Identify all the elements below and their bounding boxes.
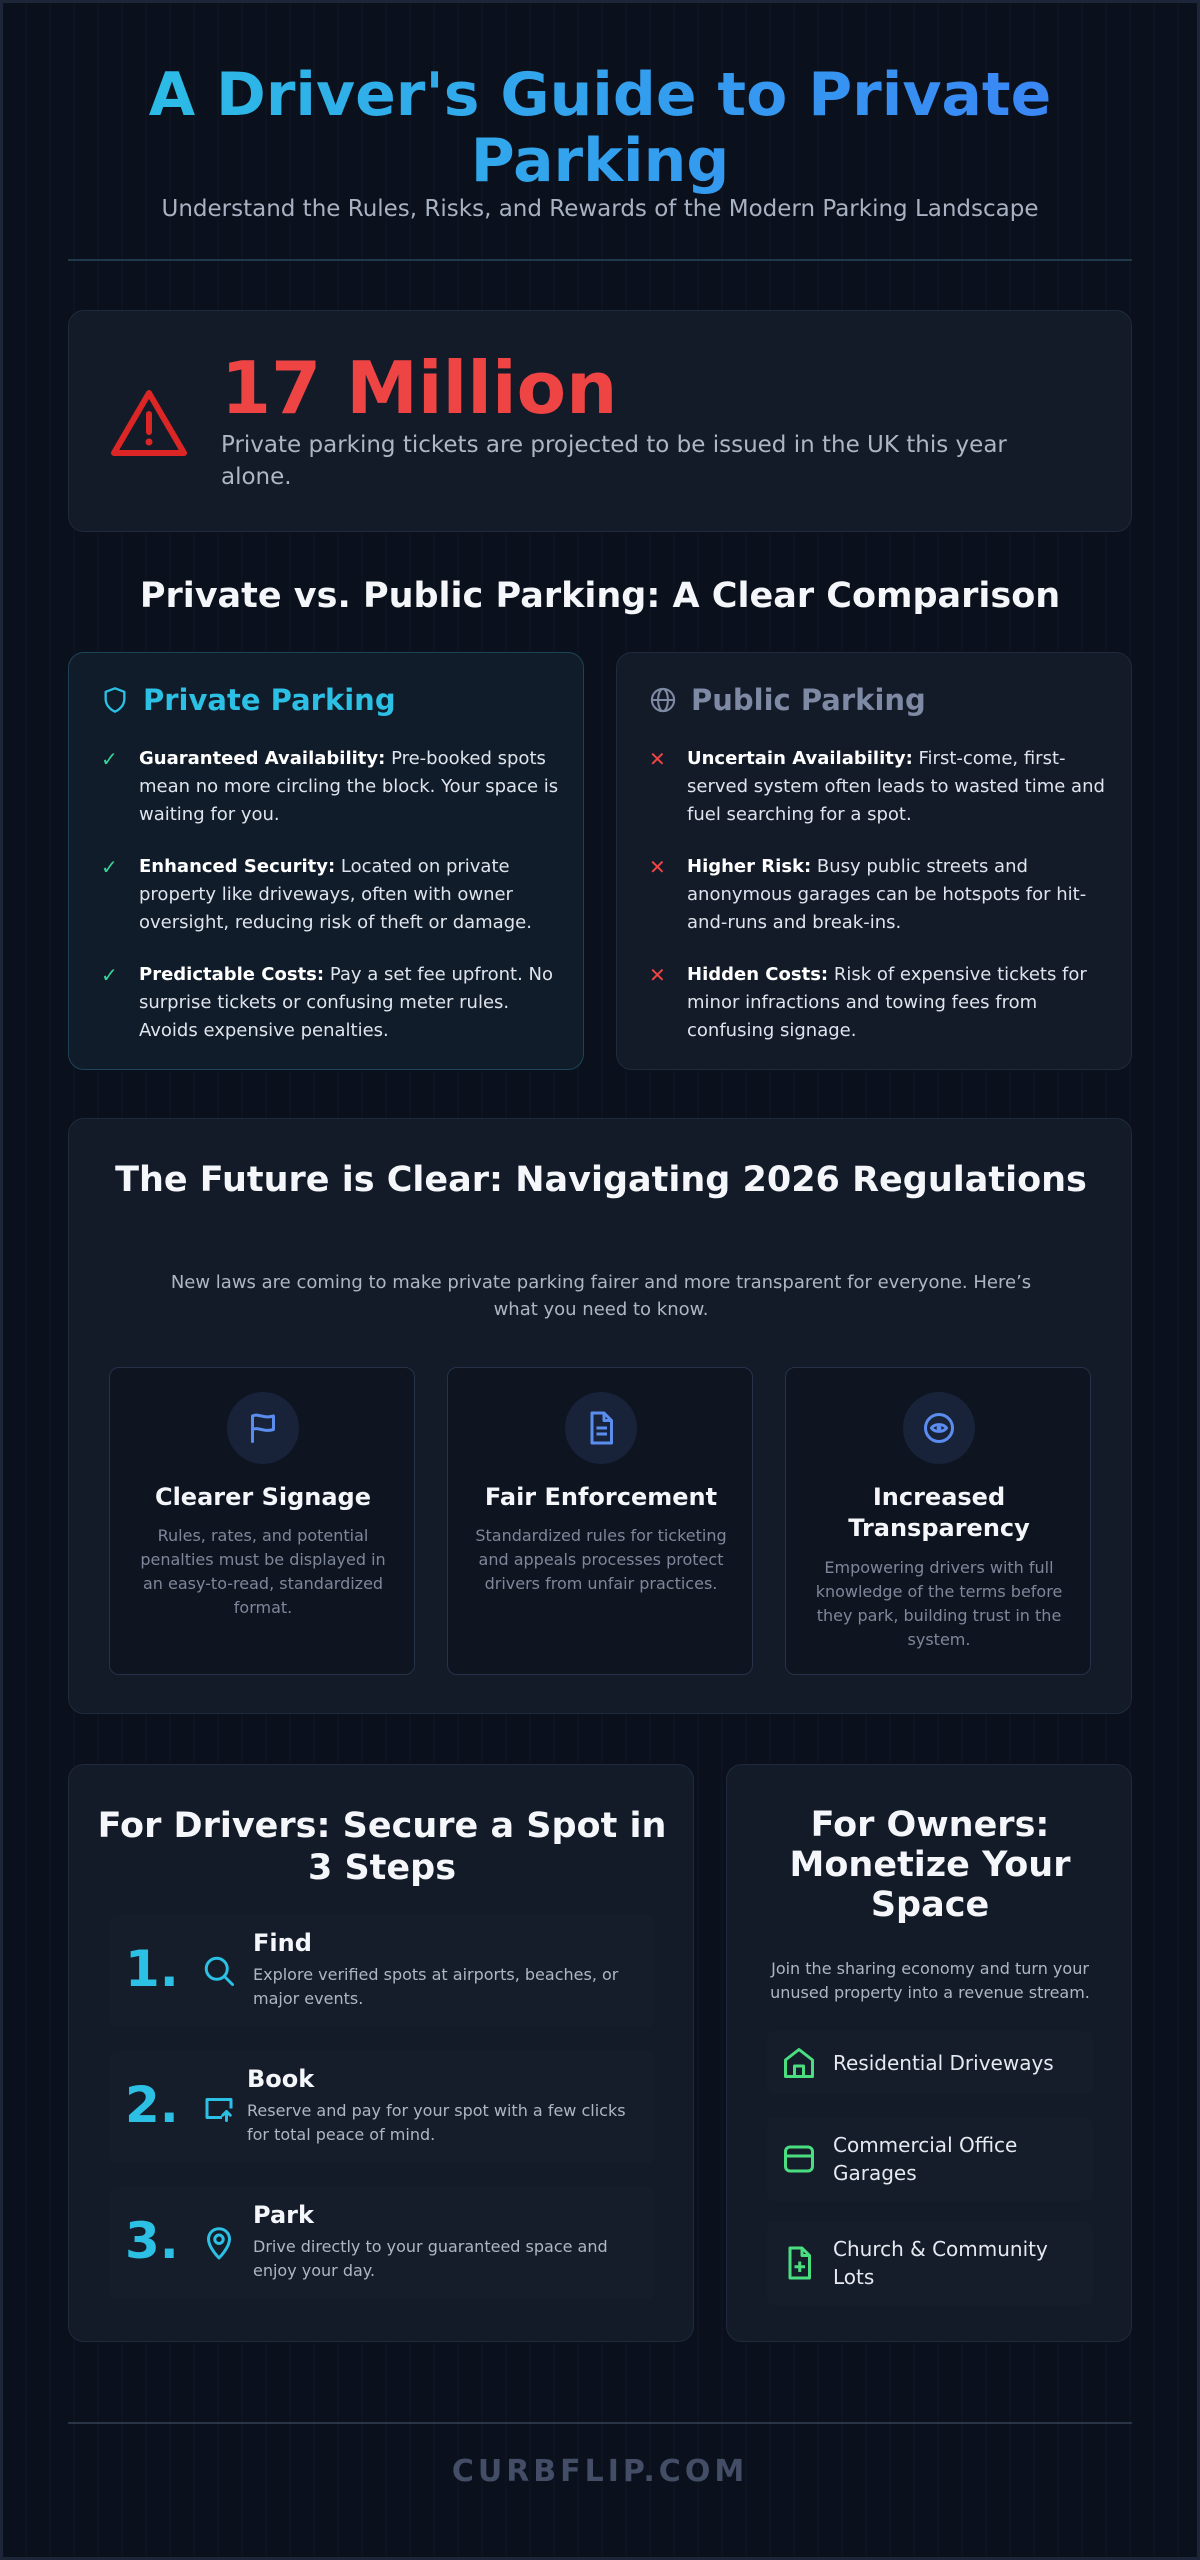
public-drawbacks-list [649, 745, 1109, 1069]
check-icon: ✓ [101, 855, 118, 879]
file-plus-icon [781, 2245, 817, 2281]
list-item [649, 853, 1109, 937]
list-item-text: Higher Risk: Busy public streets and anonymous garages can be hotspots for hit-and-runs and break-ins. [687, 856, 1087, 933]
drivers-title: For Drivers: Secure a Spot in 3 Steps [97, 1806, 667, 1888]
owner-item-driveways [767, 2031, 1093, 2095]
public-parking-label: Public Parking [691, 683, 926, 717]
regulations-intro: New laws are coming to make private parking fairer and more transparent for everyone. Here’s what you need to know. [170, 1272, 1032, 1320]
step-book [109, 2051, 655, 2163]
regulation-title: Increased Transparency [848, 1483, 1030, 1542]
check-icon: ✓ [101, 963, 118, 987]
public-parking-card [616, 652, 1132, 1070]
document-icon [565, 1392, 637, 1464]
step-description: Explore verified spots at airports, beaches, or major events. [253, 1965, 619, 2008]
stat-card [68, 310, 1132, 532]
private-parking-label: Private Parking [143, 683, 396, 717]
check-icon: ✓ [101, 747, 118, 771]
stat-description: Private parking tickets are projected to be issued in the UK this year alone. [221, 432, 1007, 490]
regulations-title: The Future is Clear: Navigating 2026 Regulations [115, 1160, 1087, 1200]
step-find [109, 1915, 655, 2027]
owner-item-label: Commercial Office Garages [833, 2133, 1018, 2185]
regulation-description: Empowering drivers with full knowledge of the terms before they park, building trust in the system. [815, 1558, 1063, 1649]
page-title: A Driver's Guide to Private Parking [68, 62, 1132, 194]
shield-icon [101, 686, 129, 714]
comparison-title: Private vs. Public Parking: A Clear Comparison [139, 576, 1061, 616]
regulation-description: Standardized rules for ticketing and appeals processes protect drivers from unfair practices. [475, 1526, 727, 1593]
globe-icon [649, 686, 677, 714]
eye-icon [903, 1392, 975, 1464]
list-item-text: Hidden Costs: Risk of expensive tickets for minor infractions and towing fees from confusing signage. [687, 964, 1087, 1041]
footer-divider [68, 2422, 1132, 2424]
list-item-text: Enhanced Security: Located on private property like driveways, often with owner oversight, reducing risk of theft or damage. [139, 856, 532, 933]
warning-triangle-icon [109, 387, 189, 459]
step-number: 2. [125, 2076, 179, 2134]
regulation-description: Rules, rates, and potential penalties must be displayed in an easy-to-read, standardized format. [140, 1526, 386, 1617]
owner-item-garages [767, 2117, 1093, 2201]
list-item-text: Predictable Costs: Pay a set fee upfront. No surprise tickets or confusing meter rules. Avoids expensive penalties. [139, 964, 554, 1041]
public-parking-header [649, 683, 926, 717]
stat-value: 17 Million [221, 346, 618, 430]
owners-intro: Join the sharing economy and turn your unused property into a revenue stream. [770, 1959, 1090, 2002]
search-icon [201, 1953, 237, 1989]
cross-icon: ✕ [649, 855, 666, 879]
list-item-text: Guaranteed Availability: Pre-booked spots mean no more circling the block. Your space is waiting for you. [139, 748, 559, 825]
drivers-section [68, 1764, 694, 2342]
header-divider [68, 259, 1132, 261]
step-name: Park [253, 2201, 314, 2229]
list-item [101, 961, 561, 1045]
owner-item-label: Residential Driveways [833, 2051, 1054, 2075]
regulation-card-signage [109, 1367, 415, 1675]
regulation-title: Clearer Signage [154, 1483, 372, 1511]
owner-item-lots [767, 2221, 1093, 2305]
footer-brand: CURBFLIP.COM [451, 2454, 749, 2489]
owners-title: For Owners: Monetize Your Space [789, 1805, 1071, 1925]
step-description: Reserve and pay for your spot with a few clicks for total peace of mind. [247, 2101, 626, 2144]
page-subtitle: Understand the Rules, Risks, and Rewards of the Modern Parking Landscape [161, 196, 1039, 222]
step-name: Find [253, 1929, 312, 1957]
cross-icon: ✕ [649, 963, 666, 987]
private-parking-header [101, 683, 396, 717]
garage-icon [781, 2141, 817, 2177]
step-description: Drive directly to your guaranteed space and enjoy your day. [253, 2237, 608, 2280]
regulation-card-transparency [785, 1367, 1091, 1675]
step-number: 1. [125, 1940, 179, 1998]
list-item [649, 961, 1109, 1045]
regulation-card-enforcement [447, 1367, 753, 1675]
list-item [101, 853, 561, 937]
step-number: 3. [125, 2212, 179, 2270]
cross-icon: ✕ [649, 747, 666, 771]
step-name: Book [247, 2065, 315, 2093]
owners-section [726, 1764, 1132, 2342]
map-pin-icon [201, 2225, 237, 2261]
flag-icon [227, 1392, 299, 1464]
private-benefits-list [101, 745, 561, 1069]
regulations-section [68, 1118, 1132, 1714]
list-item [101, 745, 561, 829]
calendar-check-icon [201, 2089, 237, 2125]
list-item-text: Uncertain Availability: First-come, first-served system often leads to wasted time and fuel searching for a spot. [687, 748, 1105, 825]
house-icon [781, 2045, 817, 2081]
owner-item-label: Church & Community Lots [833, 2237, 1048, 2289]
step-park [109, 2187, 655, 2299]
regulation-title: Fair Enforcement [484, 1483, 718, 1511]
list-item [649, 745, 1109, 829]
private-parking-card [68, 652, 584, 1070]
